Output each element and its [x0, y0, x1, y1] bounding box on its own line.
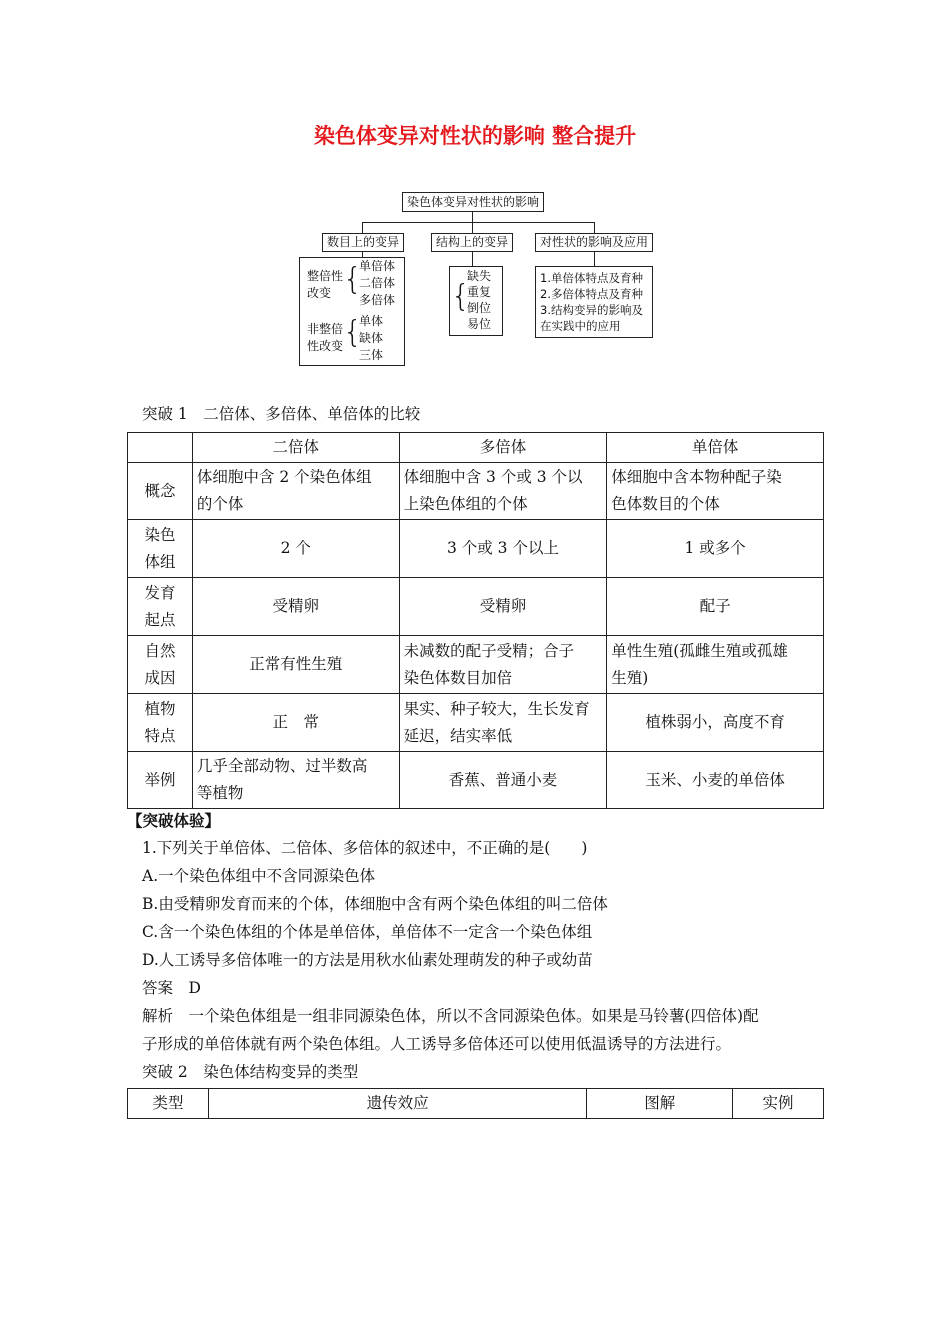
table-cell: 香蕉、普通小麦 [399, 752, 607, 809]
table-cell: 植株弱小，高度不育 [607, 694, 824, 752]
table-row [128, 578, 824, 636]
brace-icon: { [343, 262, 363, 297]
table-cell: 几乎全部动物、过半数高 等植物 [192, 752, 399, 809]
row-label: 发育 起点 [128, 578, 193, 636]
table-cell: 体细胞中含 3 个或 3 个以 上染色体组的个体 [399, 463, 607, 520]
table-header-row [128, 1089, 824, 1119]
question-text: 1.下列关于单倍体、二倍体、多倍体的叙述中，不正确的是( ) [142, 839, 588, 857]
table-cell: 3 个或 3 个以上 [399, 520, 607, 578]
option-c: C.含一个染色体组的个体是单倍体，单倍体不一定含一个染色体组 [142, 923, 593, 941]
table-header: 类型 [128, 1089, 209, 1119]
option-b: B.由受精卵发育而来的个体，体细胞中含有两个染色体组的叫二倍体 [142, 895, 608, 913]
table-header: 遗传效应 [208, 1089, 586, 1119]
table-cell: 体细胞中含 2 个染色体组 的个体 [192, 463, 399, 520]
brace-icon: { [343, 315, 363, 350]
section1-heading: 突破 1 二倍体、多倍体、单倍体的比较 [142, 405, 421, 423]
analysis-line-2: 子形成的单倍体就有两个染色体组。人工诱导多倍体还可以使用低温诱导的方法进行。 [142, 1035, 732, 1053]
group-items-euploidy: 单倍体 二倍体 多倍体 [359, 259, 396, 307]
effects-items: 1.单倍体特点及育种 2.多倍体特点及育种 3.结构变异的影响及 在实践中的应用 [540, 271, 643, 333]
table-cell: 正 常 [192, 694, 399, 752]
option-a: A.一个染色体组中不含同源染色体 [142, 867, 376, 885]
table-header: 单倍体 [607, 433, 824, 463]
brace-icon: { [451, 279, 471, 314]
table-row [128, 636, 824, 694]
structure-variation-table [127, 1088, 824, 1119]
concept-map-root: 染色体变异对性状的影响 [402, 192, 544, 212]
row-label: 植物 特点 [128, 694, 193, 752]
section2-heading: 突破 2 染色体结构变异的类型 [142, 1063, 359, 1081]
option-d: D.人工诱导多倍体唯一的方法是用秋水仙素处理萌发的种子或幼苗 [142, 951, 593, 969]
table-header: 二倍体 [192, 433, 399, 463]
page-title: 染色体变异对性状的影响 整合提升 [313, 124, 637, 148]
concept-map-branch-structure: 结构上的变异 [431, 233, 513, 252]
row-label: 自然 成因 [128, 636, 193, 694]
table-row [128, 520, 824, 578]
table-header [128, 433, 193, 463]
practice-heading: 【突破体验】 [127, 811, 221, 830]
table-cell: 正常有性生殖 [192, 636, 399, 694]
row-label: 概念 [128, 463, 193, 520]
table-header: 多倍体 [399, 433, 607, 463]
table-cell: 2 个 [192, 520, 399, 578]
table-header: 实例 [733, 1089, 824, 1119]
table-cell: 单性生殖(孤雌生殖或孤雄 生殖) [607, 636, 824, 694]
table-header: 图解 [587, 1089, 733, 1119]
table-cell: 1 或多个 [607, 520, 824, 578]
table-cell: 受精卵 [399, 578, 607, 636]
table-cell: 体细胞中含本物种配子染 色体数目的个体 [607, 463, 824, 520]
concept-map-branch-number: 数目上的变异 [322, 233, 404, 252]
table-row [128, 463, 824, 520]
table-cell: 未减数的配子受精；合子 染色体数目加倍 [399, 636, 607, 694]
table-cell: 玉米、小麦的单倍体 [607, 752, 824, 809]
group-name-aneuploidy: 非整倍 性改变 [307, 322, 344, 353]
table-row [128, 752, 824, 809]
analysis-line-1: 解析 一个染色体组是一组非同源染色体，所以不含同源染色体。如果是马铃薯(四倍体)配 [142, 1007, 759, 1025]
table-row [128, 694, 824, 752]
table-cell: 果实、种子较大，生长发育 延迟，结实率低 [399, 694, 607, 752]
concept-map-branch-effects: 对性状的影响及应用 [535, 233, 653, 252]
group-name-euploidy: 整倍性 改变 [307, 269, 344, 300]
group-items-aneuploidy: 单体 缺体 三体 [359, 314, 384, 362]
table-cell: 配子 [607, 578, 824, 636]
structure-items: 缺失 重复 倒位 易位 [467, 269, 492, 331]
row-label: 举例 [128, 752, 193, 809]
table-cell: 受精卵 [192, 578, 399, 636]
comparison-table [127, 432, 824, 809]
answer-text: 答案 D [142, 979, 201, 997]
row-label: 染色 体组 [128, 520, 193, 578]
table-header-row [128, 433, 824, 463]
